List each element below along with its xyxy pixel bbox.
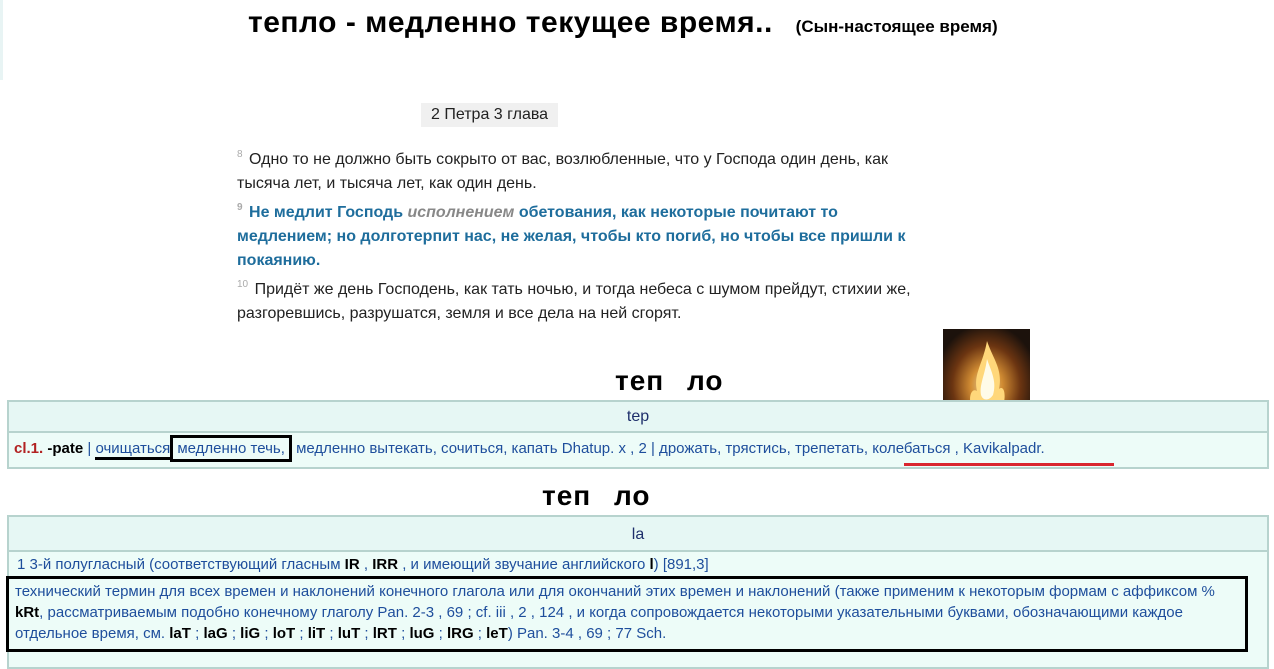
- row1-irr: IRR: [372, 556, 399, 573]
- entry-row-1: [9, 552, 1267, 576]
- tense-form: laT: [169, 625, 191, 642]
- verse-number: 10: [237, 279, 249, 290]
- chapter-label: 2 Петра 3 глава: [421, 103, 558, 127]
- meaning-rest: медленно вытекать, сочиться, капать Dhatup. x , 2 | дрожать, трястись,: [291, 440, 795, 457]
- row1-text: ) [891,3]: [653, 556, 709, 573]
- tense-form: loT: [272, 625, 296, 642]
- meaning-source: , Kavikalpadr.: [950, 440, 1045, 457]
- verse-text: Не медлит Господь: [249, 204, 408, 221]
- tense-form: liT: [307, 625, 326, 642]
- bible-passage: [237, 143, 917, 326]
- heading-teplo-1: теп ло: [615, 365, 724, 396]
- row1-sep: ,: [359, 556, 373, 573]
- tense-form: lRT: [372, 625, 397, 642]
- tense-form: luG: [409, 625, 435, 642]
- row2-text: ) Pan. 3-4 , 69 ; 77 Sch.: [507, 625, 667, 642]
- entry-row: [9, 433, 1267, 465]
- tense-form: lRG: [446, 625, 474, 642]
- forms-separator: ;: [260, 625, 273, 642]
- verse-text: Придёт же день Господень, как тать ночью, и тогда небеса с шумом прейдут, стихии же, разгоревшись, разрушатся, земля и все дела на ней сгорят.: [237, 281, 911, 322]
- row2-text: , рассматриваемым подобно конечному глаголу Pan. 2-3 , 69 ; cf. iii , 2 , 124 , и когда сопровождается некоторыми указательными буквами, обозначающими каждое отдельное время, см.: [15, 604, 1183, 642]
- meaning-tremble: трепетать, колебаться: [794, 440, 951, 457]
- title-subtitle: (Сын-настоящее время): [795, 17, 998, 36]
- tense-form: laG: [203, 625, 228, 642]
- left-strip: [0, 0, 3, 80]
- verse-10: [237, 273, 917, 326]
- meaning-slow-flow-highlight: медленно течь,: [170, 435, 292, 462]
- forms-separator: ;: [295, 625, 308, 642]
- tense-form: leT: [486, 625, 508, 642]
- row1-text: , и имеющий звучание английского: [398, 556, 650, 573]
- meaning-purify: очищаться: [95, 440, 170, 460]
- row1-text: 1 3-й полугласный (соответствующий гласным: [17, 556, 345, 573]
- forms-separator: ;: [190, 625, 204, 642]
- verse-9: [237, 196, 917, 273]
- verse-italic-word: исполнением: [407, 204, 515, 221]
- tense-form: luT: [337, 625, 361, 642]
- class-label: cl.1.: [14, 440, 44, 457]
- forms-separator: ;: [396, 625, 410, 642]
- tense-forms: [169, 625, 508, 642]
- verse-text: Одно то не должно быть сокрыто от вас, возлюбленные, что у Господа один день, как тысяча лет, и тысяча лет, как один день.: [237, 151, 889, 192]
- entry-row-2-highlight: [6, 576, 1248, 652]
- row1-l: l: [649, 556, 654, 573]
- red-underline: [904, 463, 1114, 466]
- verse-number: 9: [237, 202, 243, 213]
- verse-8: [237, 143, 917, 196]
- tense-form: liG: [240, 625, 261, 642]
- entry-header: tep: [9, 402, 1267, 433]
- entry-header: la: [9, 517, 1267, 552]
- dictionary-entry-tep: [7, 400, 1269, 469]
- title-main: тепло - медленно текущее время..: [248, 6, 773, 39]
- separator: |: [83, 440, 96, 457]
- dictionary-entry-la: [7, 515, 1269, 669]
- row2-text: технический термин для всех времен и наклонений конечного глагола или для окончаний этих времен и наклонений (также применим к некоторым формам с аффиксом %: [15, 583, 1215, 600]
- verb-form: -pate: [47, 440, 84, 457]
- verse-number: 8: [237, 149, 243, 160]
- forms-separator: ;: [434, 625, 447, 642]
- forms-separator: ;: [325, 625, 338, 642]
- forms-separator: ;: [473, 625, 487, 642]
- verse-text: обетования, как некоторые почитают то медлением; но долготерпит нас, не желая, чтобы кто погиб, но чтобы все пришли к покаянию.: [237, 204, 906, 269]
- forms-separator: ;: [227, 625, 241, 642]
- page-title: [248, 6, 998, 40]
- row1-ir: IR: [344, 556, 360, 573]
- forms-separator: ;: [360, 625, 373, 642]
- heading-teplo-2: теп ло: [542, 480, 651, 511]
- row2-krt: kRt: [15, 604, 40, 621]
